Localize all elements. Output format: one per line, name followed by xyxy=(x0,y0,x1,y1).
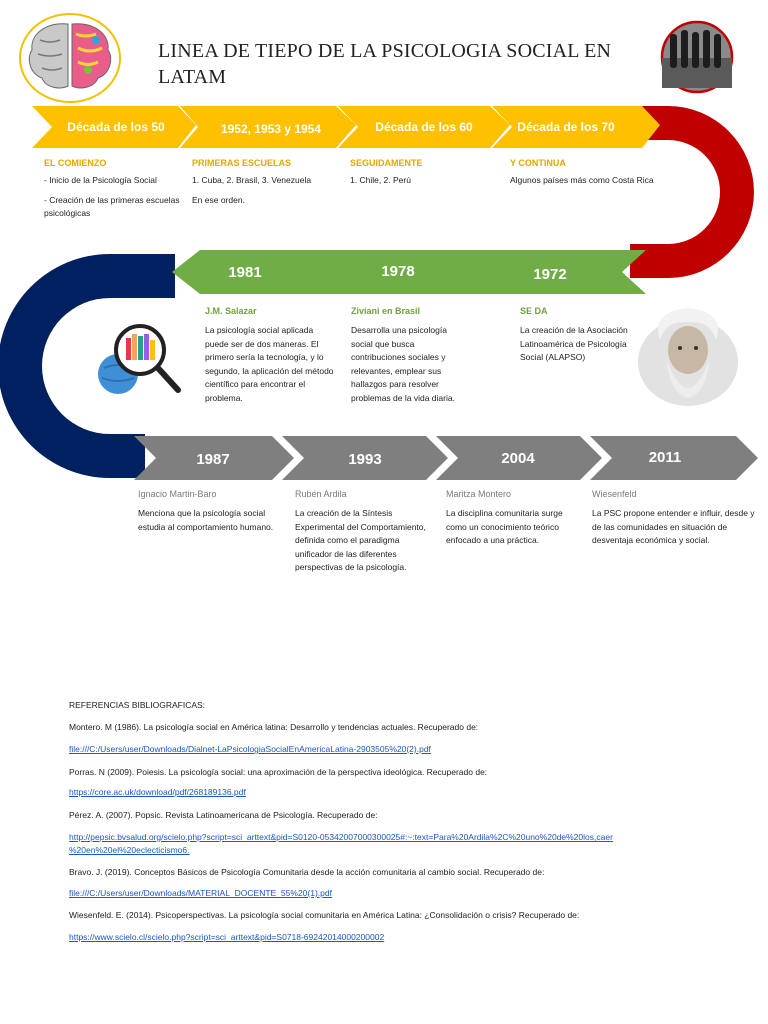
page-title: LINEA DE TIEPO DE LA PSICOLOGIA SOCIAL EN LATAM xyxy=(158,40,612,88)
reference-text: Montero. M (1986). La psicología social en América latina: Desarrollo y tendencias actuales. Recuperado de: xyxy=(69,722,479,732)
reference-link[interactable]: file:///C:/Users/user/Downloads/MATERIAL_DOCENTE_55%20(1).pdf xyxy=(69,888,332,898)
references-heading: REFERENCIAS BIBLIOGRAFICAS: xyxy=(69,700,206,710)
item-heading: PRIMERAS ESCUELAS xyxy=(192,158,292,168)
item-heading: Rubén Ardila xyxy=(295,489,347,499)
arrow-label: 2004 xyxy=(501,450,535,467)
item-heading: Ignacio Martin-Baro xyxy=(138,489,217,499)
row3-item-1 xyxy=(138,489,274,534)
item-text: La disciplina comunitaria surge como un conocimiento teórico enfocado a una práctica. xyxy=(446,508,563,545)
row2-item-3 xyxy=(520,306,635,365)
item-heading: Wiesenfeld xyxy=(592,489,637,499)
item-heading: Ziviani en Brasil xyxy=(351,306,421,316)
item-text: La PSC propone entender e influir, desde y de las comunidades en situación de desventaja económica y social. xyxy=(592,508,755,545)
row3-item-2 xyxy=(295,489,437,575)
arrow-label: 1981 xyxy=(228,264,262,281)
historic-photo xyxy=(662,22,732,92)
reference-text: Pérez. A. (2007). Popsic. Revista Latinoamericana de Psicología. Recuperado de: xyxy=(69,810,378,820)
item-text: - Inicio de la Psicología Social xyxy=(44,175,157,185)
item-text: 1. Cuba, 2. Brasil, 3. Venezuela xyxy=(192,175,312,185)
item-heading: Maritza Montero xyxy=(446,489,512,499)
item-text: Desarrolla una psicología social que busca contribuciones sociales y relevantes, emplear sus hallazgos para resolver problemas de la vida diaria. xyxy=(351,325,455,403)
item-text: - Creación de las primeras escuelas psicológicas xyxy=(44,194,180,218)
item-heading: J.M. Salazar xyxy=(205,306,257,316)
row3-item-3 xyxy=(446,489,578,548)
reference-link[interactable]: http://pepsic.bvsalud.org/scielo.php?script=sci_arttext&pid=S0120-05342007000300025#:~:text=Para%20Ardila%2C%20uno%20de%20los,caer xyxy=(69,832,613,842)
reference-link[interactable]: https://www.scielo.cl/scielo.php?script=sci_arttext&pid=S0718-69242014000200002 xyxy=(69,932,385,942)
arrow-label: 1952, 1953 y 1954 xyxy=(220,122,322,136)
row3-item-4 xyxy=(592,489,762,548)
row1-item-1 xyxy=(44,158,186,221)
item-text: 1. Chile, 2. Perú xyxy=(350,175,411,185)
item-text: En ese orden. xyxy=(192,194,245,205)
reference-text: Porras. N (2009). Poiesis. La psicología social: una aproximación de la perspectiva ideológica. Recuperado de: xyxy=(69,767,488,777)
row1-item-2 xyxy=(192,158,334,207)
arrow-label: 2011 xyxy=(648,449,682,466)
arrow-label: Década de los 70 xyxy=(517,120,615,134)
arrow-label: Década de los 50 xyxy=(67,120,165,134)
reference-link-continued[interactable]: %20en%20el%20eclecticismo6. xyxy=(69,845,190,855)
arrow-label: 1972 xyxy=(533,266,567,283)
brain-image xyxy=(20,14,120,102)
item-text: La psicología social aplicada puede ser de dos maneras. El primero sería la tecnología, y lo segundo, la aplicación del método científico para encontrar el problema. xyxy=(205,325,334,403)
item-heading: Y CONTINUA xyxy=(510,158,566,168)
arrow-label: 1987 xyxy=(196,451,230,468)
reference-text: Wiesenfeld. E. (2014). Psicoperspectivas. La psicología social comunitaria en América Latina: ¿Consolidación o crisis? Recuperado de: xyxy=(69,910,580,920)
magnifier-image xyxy=(90,322,178,402)
item-heading: EL COMIENZO xyxy=(44,158,107,168)
row2-item-1 xyxy=(205,306,335,405)
item-text: Algunos países más como Costa Rica xyxy=(510,175,654,185)
arrow-label: 1993 xyxy=(348,451,382,468)
row1-item-3 xyxy=(350,158,492,188)
row1-item-4 xyxy=(510,158,660,188)
item-heading: SEGUIDAMENTE xyxy=(350,158,423,168)
reference-link[interactable]: file:///C:/Users/user/Downloads/Dialnet-LaPsicologiaSocialEnAmericaLatina-2903505%20(2).pdf xyxy=(69,744,431,754)
item-heading: SE DA xyxy=(520,306,548,316)
item-text: La creación de la Síntesis Experimental del Comportamiento, definida como el paradigma unificador de las diferentes perspectivas de la psicología. xyxy=(295,508,426,572)
reference-link[interactable]: https://core.ac.uk/download/pdf/268189136.pdf xyxy=(69,787,246,797)
arrow-label: Década de los 60 xyxy=(375,120,473,134)
arrow-label: 1978 xyxy=(381,263,415,280)
item-text: La creación de la Asociación Latinoamérica de Psicología Social (ALAPSO) xyxy=(520,325,628,362)
item-text: Menciona que la psicología social estudia al comportamiento humano. xyxy=(138,508,274,532)
reference-text: Bravo. J. (2019). Conceptos Básicos de Psicología Comunitaria desde la acción comunitaria al cambio social. Recuperado de: xyxy=(69,867,545,877)
row2-item-2 xyxy=(351,306,463,405)
portrait-image xyxy=(638,308,738,406)
